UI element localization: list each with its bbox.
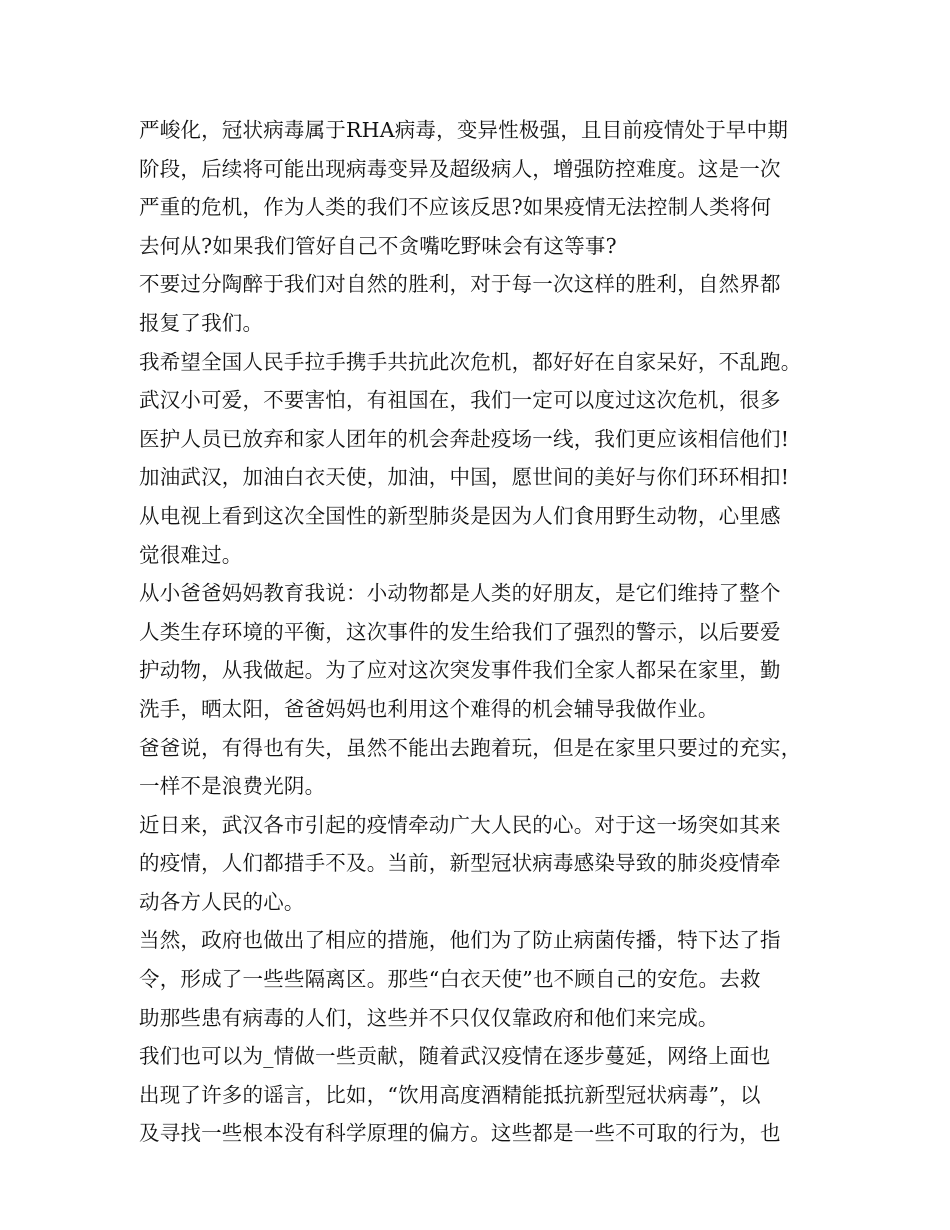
text-line: 武汉小可爱，不要害怕，有祖国在，我们一定可以度过这次危机，很多 [139, 388, 781, 413]
text-line: 的疫情，人们都措手不及。当前，新型冠状病毒感染导致的肺炎疫情牵 [139, 851, 781, 876]
text-line: 爸爸说，有得也有失，虽然不能出去跑着玩，但是在家里只要过的充实， [139, 735, 802, 760]
text-line: 助那些患有病毒的人们，这些并不只仅仅靠政府和他们来完成。 [139, 1005, 719, 1030]
text-line: 人类生存环境的平衡，这次事件的发生给我们了强烈的警示，以后要爱 [139, 619, 781, 644]
text-line: 从电视上看到这次全国性的新型肺炎是因为人们食用野生动物，心里感 [139, 503, 781, 528]
text-line: 报复了我们。 [139, 310, 264, 335]
text-line: 出现了许多的谣言，比如，“饮用高度酒精能抵抗新型冠状病毒”，以 [139, 1082, 761, 1107]
text-line: 一样不是浪费光阴。 [139, 774, 326, 799]
text-line: 严重的危机，作为人类的我们不应该反思?如果疫情无法控制人类将何 [139, 195, 772, 220]
text-line: 严峻化，冠状病毒属于RHA病毒，变异性极强，且目前疫情处于早中期 [139, 118, 789, 142]
text-line: 我们也可以为_情做一些贡献，随着武汉疫情在逐步蔓延，网络上面也 [139, 1044, 771, 1069]
text-line: 动各方人民的心。 [139, 889, 305, 914]
text-line: 医护人员已放弃和家人团年的机会奔赴疫场一线，我们更应该相信他们! [139, 426, 790, 451]
text-line: 加油武汉，加油白衣天使，加油，中国，愿世间的美好与你们环环相扣! [139, 465, 790, 490]
text-line: 及寻找一些根本没有科学原理的偏方。这些都是一些不可取的行为，也 [139, 1121, 781, 1146]
text-line: 阶段，后续将可能出现病毒变异及超级病人，增强防控难度。这是一次 [139, 156, 781, 181]
text-line: 近日来，武汉各市引起的疫情牵动广大人民的心。对于这一场突如其来 [139, 812, 781, 837]
text-line: 去何从?如果我们管好自己不贪嘴吃野味会有这等事? [139, 233, 617, 258]
text-line: 洗手，晒太阳，爸爸妈妈也利用这个难得的机会辅导我做作业。 [139, 696, 719, 721]
text-line: 当然，政府也做出了相应的措施，他们为了防止病菌传播，特下达了指 [139, 928, 781, 953]
text-line: 令，形成了一些些隔离区。那些“白衣天使”也不顾自己的安危。去救 [139, 967, 761, 992]
text-line: 我希望全国人民手拉手携手共抗此次危机，都好好在自家呆好，不乱跑。 [139, 349, 802, 374]
text-line: 护动物，从我做起。为了应对这次突发事件我们全家人都呆在家里，勤 [139, 658, 781, 683]
text-line: 觉很难过。 [139, 542, 243, 567]
text-line: 从小爸爸妈妈教育我说：小动物都是人类的好朋友，是它们维持了整个 [139, 581, 781, 606]
text-line: 不要过分陶醉于我们对自然的胜利，对于每一次这样的胜利，自然界都 [139, 272, 781, 297]
document-body [139, 111, 819, 1153]
